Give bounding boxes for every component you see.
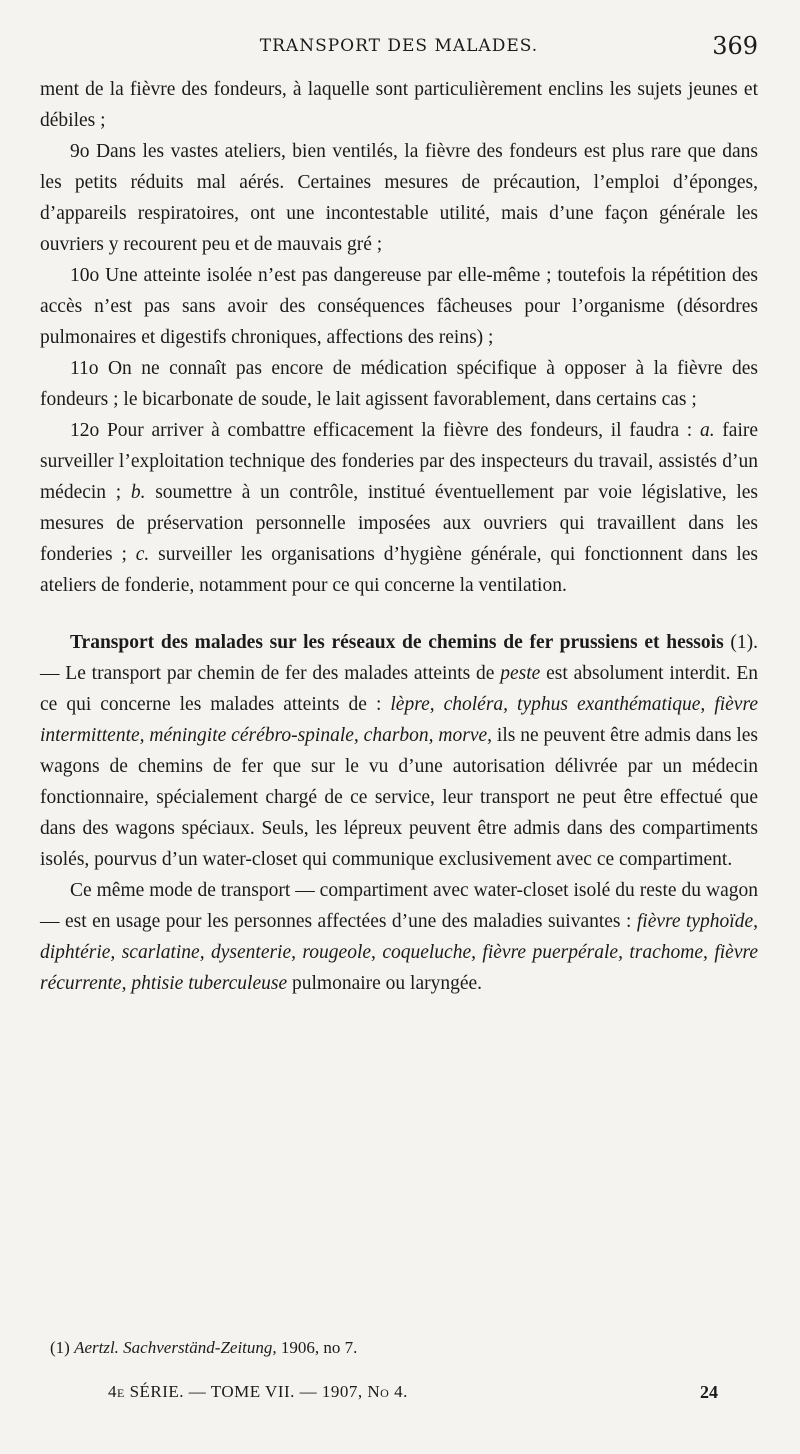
disease-list-1: lèpre, choléra, typhus exanthématique, fièvre intermittente, méningite cérébro-spinale, charbon, morve, — [40, 694, 758, 746]
running-title: TRANSPORT DES MALADES. — [259, 36, 539, 56]
footnote-details: 1906, no 7. — [276, 1338, 358, 1357]
document-page — [40, 0, 758, 1454]
footnote-reference: (1). — [723, 632, 758, 653]
paragraph-item-11: 11o On ne connaît pas encore de médication spécifique à opposer à la fièvre des fondeurs ; le bicarbonate de soude, le lait agissent favorablement, dans certains cas ; — [40, 358, 758, 410]
item-12-part-b: soumettre à un contrôle, institué éventuellement par voie législative, les mesures de préservation personnelle imposées aux ouvriers qui travaillent dans les fonderies ; — [40, 482, 758, 565]
item-12-part-a: faire surveiller l’exploitation technique des fonderies par des inspecteurs du travail, assistés d’un médecin ; — [40, 420, 759, 503]
paragraph-item-9: 9o Dans les vastes ateliers, bien ventilés, la fièvre des fondeurs est plus rare que dans les petits réduits mal aérés. Certaines mesures de précaution, l’emploi d’éponges, d’appareils respiratoires, ont une incontestable utilité, mais d’une façon générale les ouvriers y recourent peu et de mauvais gré ; — [40, 141, 758, 255]
section-text-2: est absolument interdit. En ce qui concerne les malades atteints de : — [40, 663, 758, 715]
section-text-4: Ce même mode de transport — compartiment avec water-closet isolé du reste du wagon — est en usage pour les personnes affectées d’une des maladies suivantes : — [40, 880, 758, 932]
section-paragraph-1 — [40, 627, 758, 875]
section-title: Transport des malades sur les réseaux de chemins de fer prussiens et hessois — [70, 632, 724, 653]
item-12-label-c: c. — [135, 544, 150, 565]
page-footer — [108, 1382, 718, 1412]
item-12-label-b: b. — [130, 482, 146, 503]
section-text-1: — Le transport par chemin de fer des malades atteints de — [40, 663, 501, 684]
paragraph-continuation: ment de la fièvre des fondeurs, à laquelle sont particulièrement enclins les sujets jeunes et débiles ; — [40, 79, 758, 131]
disease-peste: peste — [500, 663, 541, 684]
page-body — [40, 74, 758, 999]
footnote-source: Aertzl. Sachverständ-Zeitung, — [74, 1338, 277, 1357]
paragraph-item-10: 10o Une atteinte isolée n’est pas dangereuse par elle-même ; toutefois la répétition des accès n’est pas sans avoir des conséquences fâcheuses pour l’organisme (désordres pulmonaires et digestifs chroniques, affections des reins) ; — [40, 265, 758, 348]
page-number: 369 — [712, 32, 758, 60]
disease-list-2: fièvre typhoïde, diphtérie, scarlatine, dysenterie, rougeole, coqueluche, fièvre puerpérale, trachome, fièvre récurrente, phtisie tuberculeuse — [40, 911, 758, 994]
series-line: 4e SÉRIE. — TOME VII. — 1907, No 4. — [108, 1382, 408, 1401]
section-gap — [40, 601, 758, 627]
section-paragraph-2 — [40, 875, 758, 999]
footnote-marker: (1) — [50, 1338, 75, 1357]
item-12-part-c: surveiller les organisations d’hygiène générale, qui fonctionnent dans les ateliers de fonderie, notamment pour ce qui concerne la ventilation. — [40, 544, 758, 596]
section-text-5: pulmonaire ou laryngée. — [287, 973, 483, 994]
signature-mark: 24 — [700, 1382, 718, 1402]
page-header — [40, 28, 758, 68]
item-12-intro: 12o Pour arriver à combattre efficacement la fièvre des fondeurs, il faudra : — [70, 420, 700, 441]
paragraph-item-12 — [40, 415, 758, 601]
section-text-3: ils ne peuvent être admis dans les wagons de chemins de fer que sur le vu d’une autorisation délivrée par un médecin fonctionnaire, spécialement chargé de ce service, leur transport ne peut être effectué que dans des wagons spéciaux. Seuls, les lépreux peuvent être admis dans des compartiments isolés, pourvus d’un water-closet qui communique exclusivement avec ce compartiment. — [40, 725, 758, 870]
footnote — [50, 1338, 750, 1358]
item-12-label-a: a. — [699, 420, 715, 441]
